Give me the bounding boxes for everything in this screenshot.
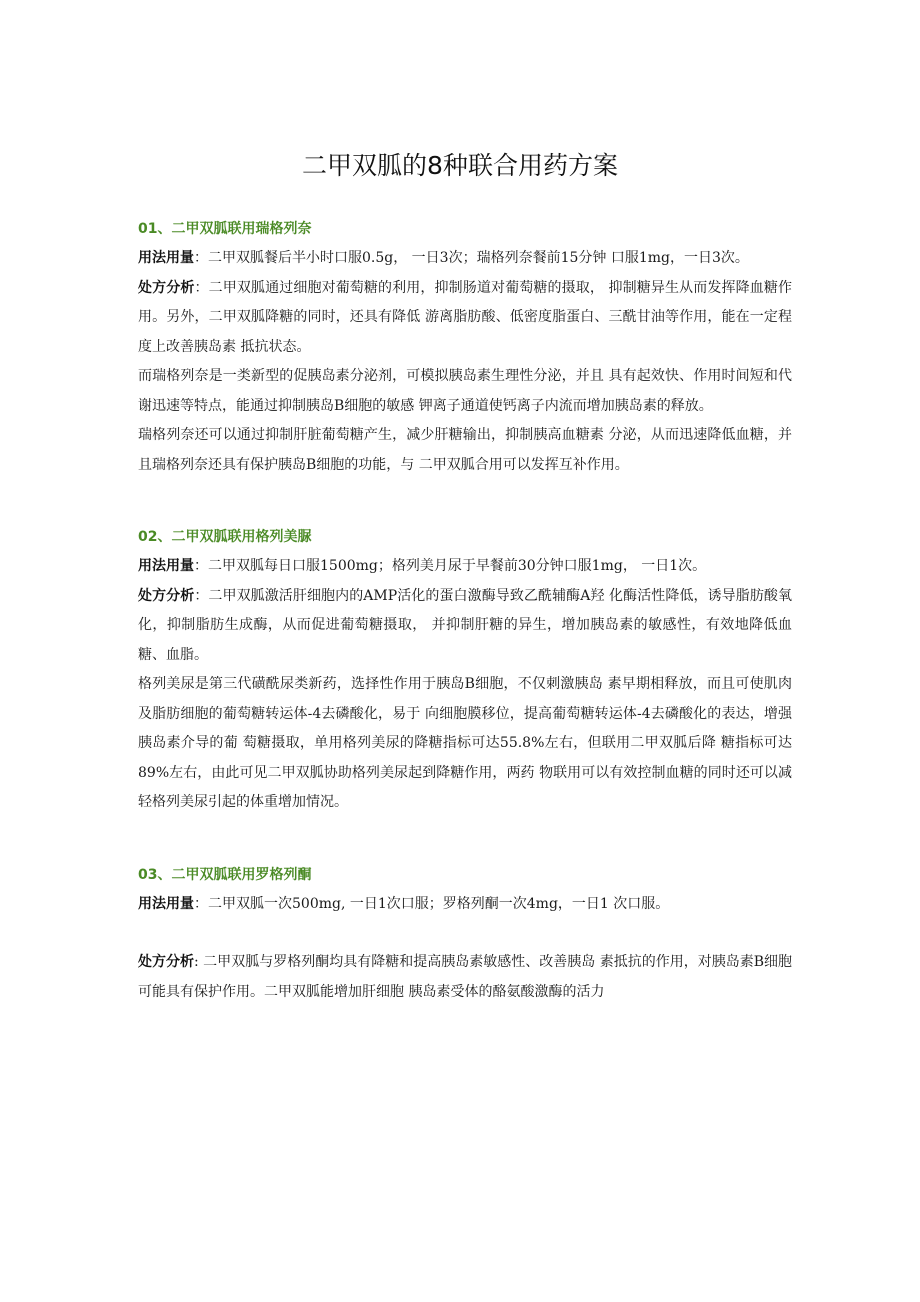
usage-label: 用法用量 <box>138 895 194 912</box>
usage-text: ：二甲双胍每日口服1500mg；格列美月尿于早餐前30分钟口服1mg， 一日1次。 <box>194 558 707 574</box>
usage-label: 用法用量 <box>138 250 194 266</box>
document-title: 二甲双胍的8种联合用药方案 <box>302 151 618 180</box>
analysis-text: : 二甲双胍与罗格列酮均具有降糖和提高胰岛素敏感性、改善胰岛 素抵抗的作用，对胰岛素B细胞可能具有保护作用。二甲双胍能增加肝细胞 胰岛素受体的酪氨酸激酶的活力 <box>138 954 793 1000</box>
section-02 <box>138 522 792 818</box>
body-paragraph: 瑞格列奈还可以通过抑制肝脏葡萄糖产生，减少肝糖输出，抑制胰高血糖素 分泌，从而迅速降低血糖，并且瑞格列奈还具有保护胰岛B细胞的功能，与 二甲双胍合用可以发挥互补作用。 <box>138 427 792 473</box>
body-paragraph: 格列美尿是第三代磺酰尿类新药，选择性作用于胰岛B细胞，不仅刺激胰岛 素早期相释放，而且可使肌肉及脂肪细胞的葡萄糖转运体-4去磷酸化，易于 向细胞膜移位，提高葡萄糖转运体-4去磷酸化的表达，增强胰岛素介导的葡 萄糖摄取，单用格列美尿的降糖指标可达55.8%左右，但联用二甲双胍后降 糖指标可达89%左右，由此可见二甲双胍协助格列美尿起到降糖作用，两药 物联用可以有效控制血糖的同时还可以减轻格列美尿引起的体重增加情况。 <box>138 676 792 810</box>
section-heading: 01、二甲双胍联用瑞格列奈 <box>138 221 312 237</box>
analysis-paragraph <box>138 582 792 671</box>
analysis-paragraph <box>138 948 792 1007</box>
document-body <box>138 214 792 1007</box>
analysis-text: ：二甲双胍通过细胞对葡萄糖的利用，抑制肠道对葡萄糖的摄取， 抑制糖异生从而发挥降血糖作用。另外，二甲双胍降糖的同时，还具有降低 游离脂肪酸、低密度脂蛋白、三酰甘油等作用，能在一定程度上改善胰岛素 抵抗状态。 <box>138 279 792 355</box>
section-heading: 03、二甲双胍联用罗格列酮 <box>138 866 312 883</box>
usage-label: 用法用量 <box>138 558 194 574</box>
body-paragraph: 而瑞格列奈是一类新型的促胰岛素分泌剂，可模拟胰岛素生理性分泌，并且 具有起效快、作用时间短和代谢迅速等特点，能通过抑制胰岛B细胞的敏感 钾离子通道使钙离子内流而增加胰岛素的释放。 <box>138 368 792 414</box>
section-01 <box>138 214 792 480</box>
usage-text: ：二甲双胍餐后半小时口服0.5g， 一日3次；瑞格列奈餐前15分钟 口服1mg，一日3次。 <box>194 250 749 266</box>
analysis-label: 处方分析 <box>138 587 195 604</box>
usage-paragraph <box>138 890 792 920</box>
analysis-label: 处方分析 <box>138 954 195 970</box>
analysis-text: ：二甲双胍激活肝细胞内的AMP活化的蛋白激酶导致乙酰辅酶A羟 化酶活性降低，诱导脂肪酸氧化，抑制脂肪生成酶，从而促进葡萄糖摄取， 并抑制肝糖的异生，增加胰岛素的敏感性，有效地降低血糖、血脂。 <box>138 587 792 663</box>
analysis-label: 处方分析 <box>138 279 195 296</box>
section-heading: 02、二甲双胍联用格列美脲 <box>138 529 312 545</box>
usage-paragraph <box>138 244 792 274</box>
analysis-paragraph <box>138 274 792 363</box>
usage-paragraph <box>138 552 792 582</box>
section-03 <box>138 860 792 1008</box>
usage-text: ：二甲双胍一次500mg, 一日1次口服；罗格列酮一次4mg，一日1 次口服。 <box>194 895 670 912</box>
